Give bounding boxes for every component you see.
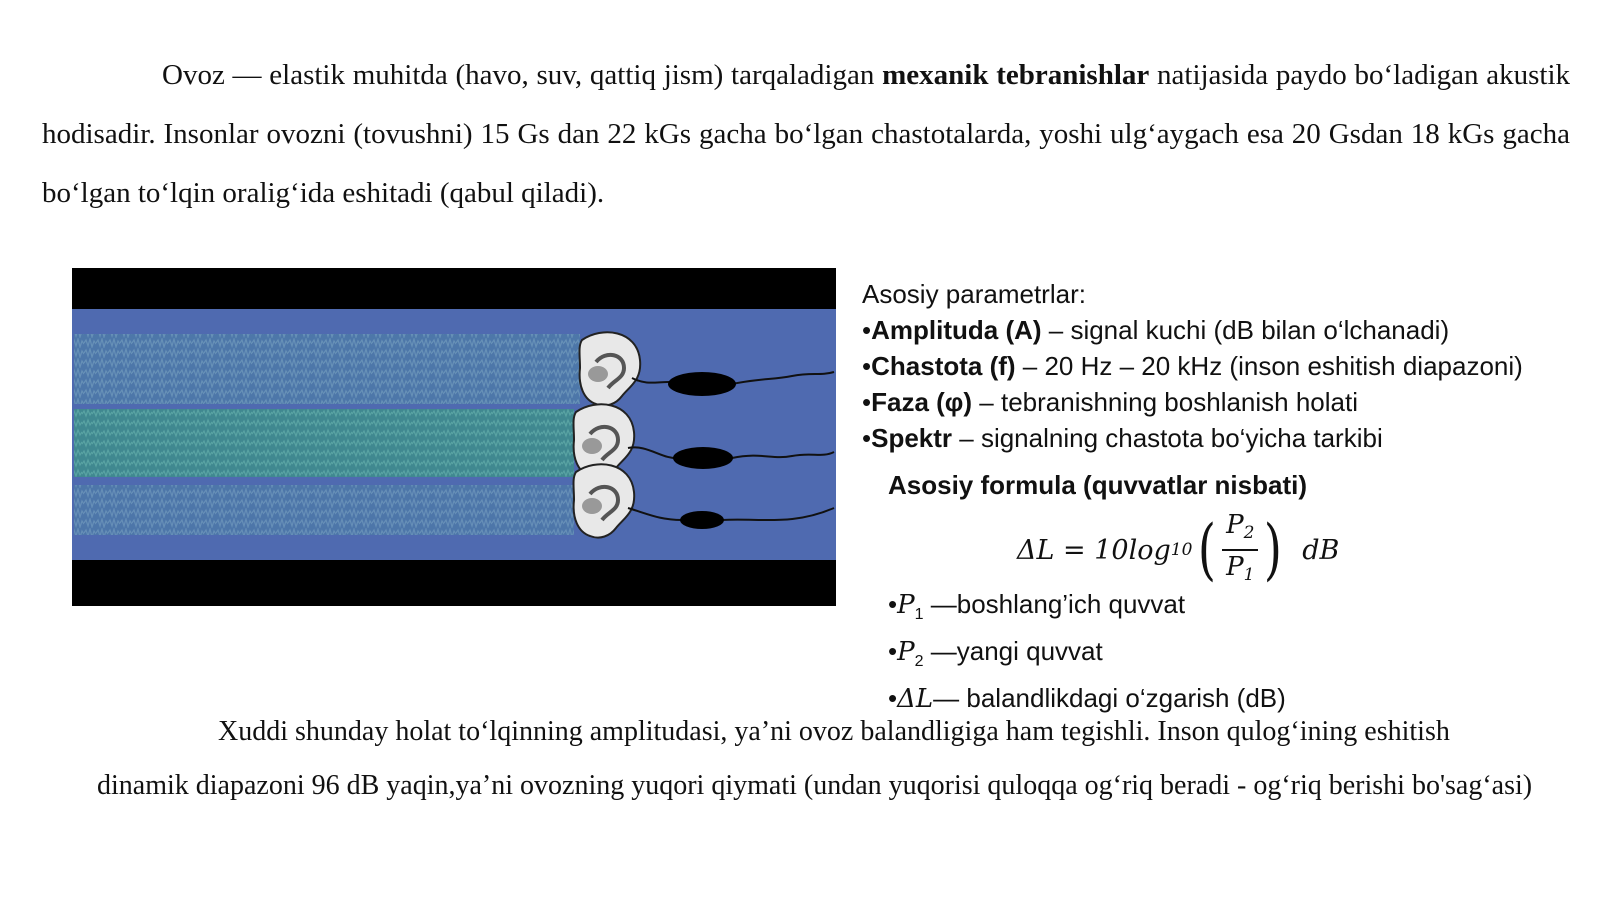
formula-lhs: ΔL = 10log [1017,534,1171,566]
param-spectrum: •Spektr – signalning chastota bo‘yicha tarkibi [862,423,1383,453]
intro-bold-term: mexanik tebranishlar [882,59,1150,91]
param-frequency: •Chastota (f) – 20 Hz – 20 kHz (inson eshitish diapazoni) [862,351,1523,381]
formula-fraction: $\frac{P_2}{P_1}$ [1222,509,1258,591]
intro-part1: Ovoz — elastik muhitda (havo, suv, qattiq jism) tarqaladigan [162,59,875,91]
formula: ΔL = 10log 10 ( $\frac{P_2}{P_1}$ ) dB [1017,510,1339,590]
earphone-icon [680,511,724,529]
definition-delta-l: •ΔL— balandlikdagi o‘zgarish (dB) [888,683,1286,715]
intro-part2: natijasida paydo bo‘ladigan akustik hodisadir. Insonlar ovozni (tovushni) 15 Gs dan 22 kGs gacha bo‘lgan chastotalarda, yoshi ulg‘aygach esa 20 Gsdan 18 kGs gacha bo‘lgan to‘lqin oralig‘ida eshitadi (qabul qiladi). [42,59,1571,209]
waveform-band-1 [74,334,580,404]
waveform-band-3 [74,485,574,535]
waveform-band-2 [74,409,574,477]
hearing-illustration [72,268,836,606]
formula-unit: dB [1302,534,1340,566]
definition-p1: $•P_1$ —boshlang’ich quvvat [888,589,1186,624]
outro-paragraph [97,705,1537,813]
parameters-title: Asosiy parametrlar: [862,279,1086,309]
definitions-list [888,586,1286,717]
earphone-icon [673,447,733,469]
intro-paragraph [42,46,1570,223]
formula-log-base: 10 [1170,540,1193,560]
param-amplitude: •Amplituda (A) – signal kuchi (dB bilan o‘lchanadi) [862,315,1450,345]
outro-text: Xuddi shunday holat to‘lqinning amplitudasi, ya’ni ovoz balandligiga ham tegishli. Inson qulog‘ining eshitish dinamik diapazoni 96 dB yaqin,ya’ni ovozning yuqori qiymati (undan yuqorisi quloqqa og‘riq beradi - og‘riq berishi bo'sag‘asi) [97,716,1533,801]
definition-p2: $•P_2$ —yangi quvvat [888,636,1103,671]
earphone-icon [668,372,736,396]
param-phase: •Faza (φ) – tebranishning boshlanish holati [862,387,1358,417]
parameters-list [862,276,1582,456]
formula-title: Asosiy formula (quvvatlar nisbati) [888,470,1307,500]
